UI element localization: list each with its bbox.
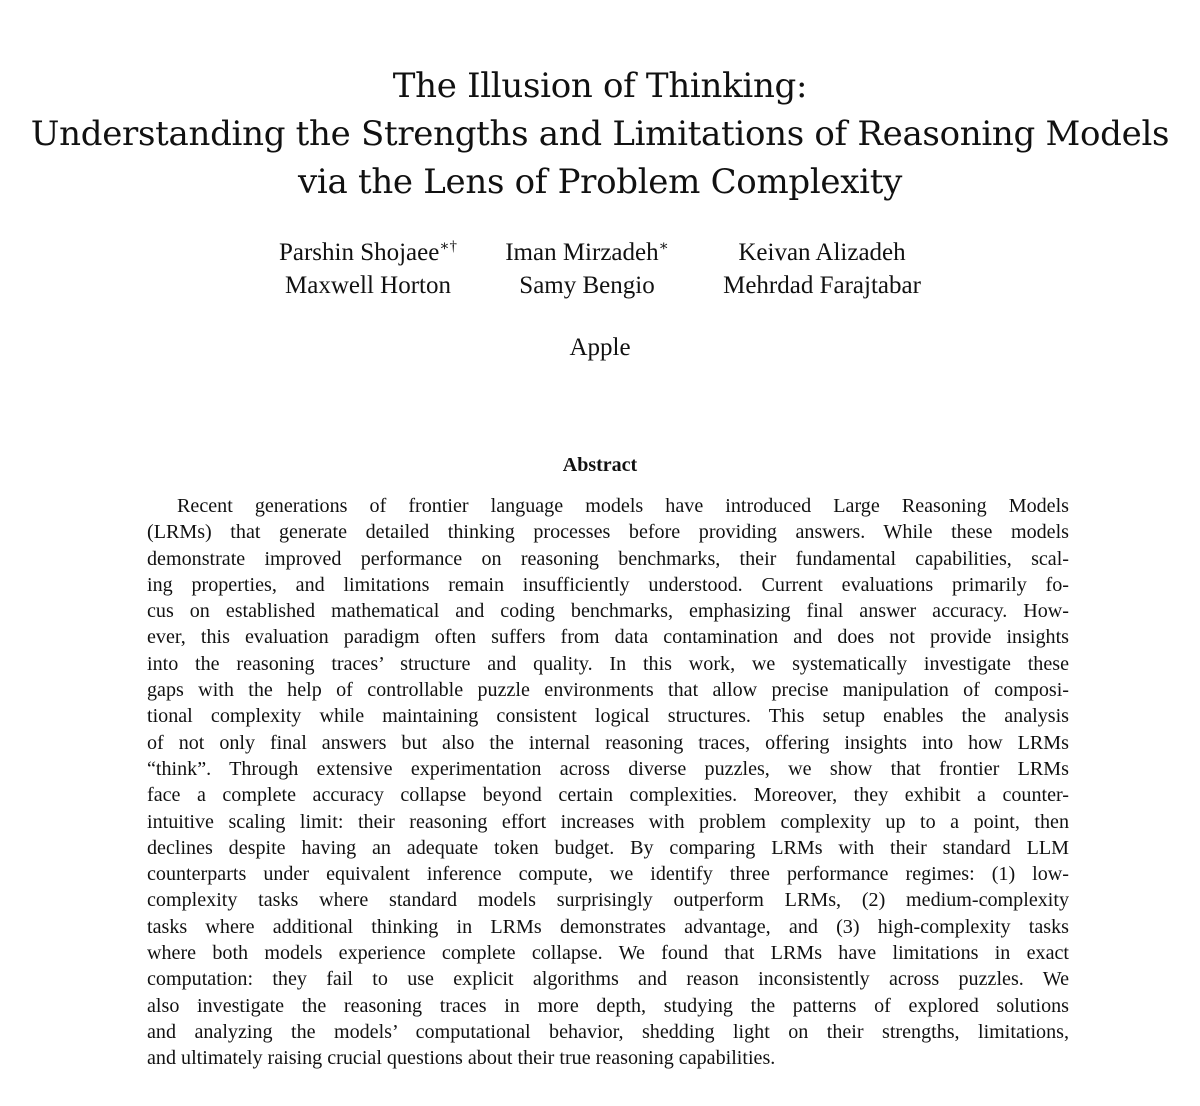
title-line-3: via the Lens of Problem Complexity [298, 162, 902, 202]
title-line-2: Understanding the Strengths and Limitations of Reasoning Models [30, 114, 1170, 154]
abstract-line: “think”. Through extensive experimentation across diverse puzzles, we show that frontier LRMs [147, 757, 1069, 780]
abstract-heading: Abstract [562, 454, 638, 476]
author [285, 269, 451, 302]
affiliation: Apple [569, 334, 631, 361]
author-row-2 [0, 269, 1200, 302]
abstract-line: ever, this evaluation paradigm often suffers from data contamination and does not provide insights [147, 626, 1069, 649]
abstract-line: tional complexity while maintaining consistent logical structures. This setup enables the analysis [147, 705, 1069, 728]
title-line-1: The Illusion of Thinking: [392, 66, 808, 106]
author-name: Maxwell Horton [285, 272, 451, 299]
abstract-line: declines despite having an adequate token budget. By comparing LRMs with their standard LLM [147, 836, 1069, 859]
author-name: Parshin Shojaee [278, 239, 440, 266]
author-list [0, 236, 1200, 302]
abstract-line: of not only final answers but also the internal reasoning traces, offering insights into how LRMs [147, 731, 1069, 754]
abstract-line: counterparts under equivalent inference compute, we identify three performance regimes: (1) low- [147, 863, 1069, 886]
author-footnote-mark: ∗ [658, 238, 669, 255]
author-name: Keivan Alizadeh [738, 239, 906, 266]
author [279, 236, 457, 269]
paper-title [0, 62, 1200, 206]
abstract-line: into the reasoning traces’ structure and quality. In this work, we systematically investigate these [147, 652, 1069, 675]
abstract-line: cus on established mathematical and coding benchmarks, emphasizing final answer accuracy. How- [147, 600, 1069, 623]
abstract-line: gaps with the help of controllable puzzle environments that allow precise manipulation of composi- [147, 679, 1069, 702]
abstract-line: complexity tasks where standard models surprisingly outperform LRMs, (2) medium-complexity [147, 889, 1069, 912]
abstract-line: (LRMs) that generate detailed thinking processes before providing answers. While these models [147, 521, 1069, 544]
author-footnote-mark: ∗† [439, 238, 458, 255]
abstract-line: and analyzing the models’ computational behavior, shedding light on their strengths, limitations, [147, 1020, 1069, 1043]
author [505, 236, 669, 269]
author [723, 269, 921, 302]
abstract-line: tasks where additional thinking in LRMs demonstrates advantage, and (3) high-complexity tasks [147, 915, 1069, 938]
author [519, 269, 654, 302]
abstract-body [147, 493, 1069, 1072]
abstract-line: and ultimately raising crucial questions about their true reasoning capabilities. [147, 1047, 776, 1070]
abstract-line: face a complete accuracy collapse beyond certain complexities. Moreover, they exhibit a counter- [147, 784, 1069, 807]
author [738, 236, 905, 269]
abstract-line: where both models experience complete collapse. We found that LRMs have limitations in exact [147, 942, 1069, 965]
abstract-line: Recent generations of frontier language models have introduced Large Reasoning Models [177, 495, 1069, 517]
abstract-line: computation: they fail to use explicit algorithms and reason inconsistently across puzzles. We [147, 968, 1069, 991]
author-name: Mehrdad Farajtabar [723, 272, 921, 299]
author-row-1 [0, 236, 1200, 269]
abstract-line: ing properties, and limitations remain insufficiently understood. Current evaluations primarily fo- [147, 573, 1069, 596]
abstract-line: demonstrate improved performance on reasoning benchmarks, their fundamental capabilities, scal- [147, 547, 1069, 570]
abstract-line: also investigate the reasoning traces in more depth, studying the patterns of explored solutions [147, 994, 1069, 1017]
author-name: Iman Mirzadeh [505, 239, 659, 266]
abstract-line: intuitive scaling limit: their reasoning effort increases with problem complexity up to a point, then [147, 810, 1069, 833]
author-name: Samy Bengio [519, 272, 655, 299]
